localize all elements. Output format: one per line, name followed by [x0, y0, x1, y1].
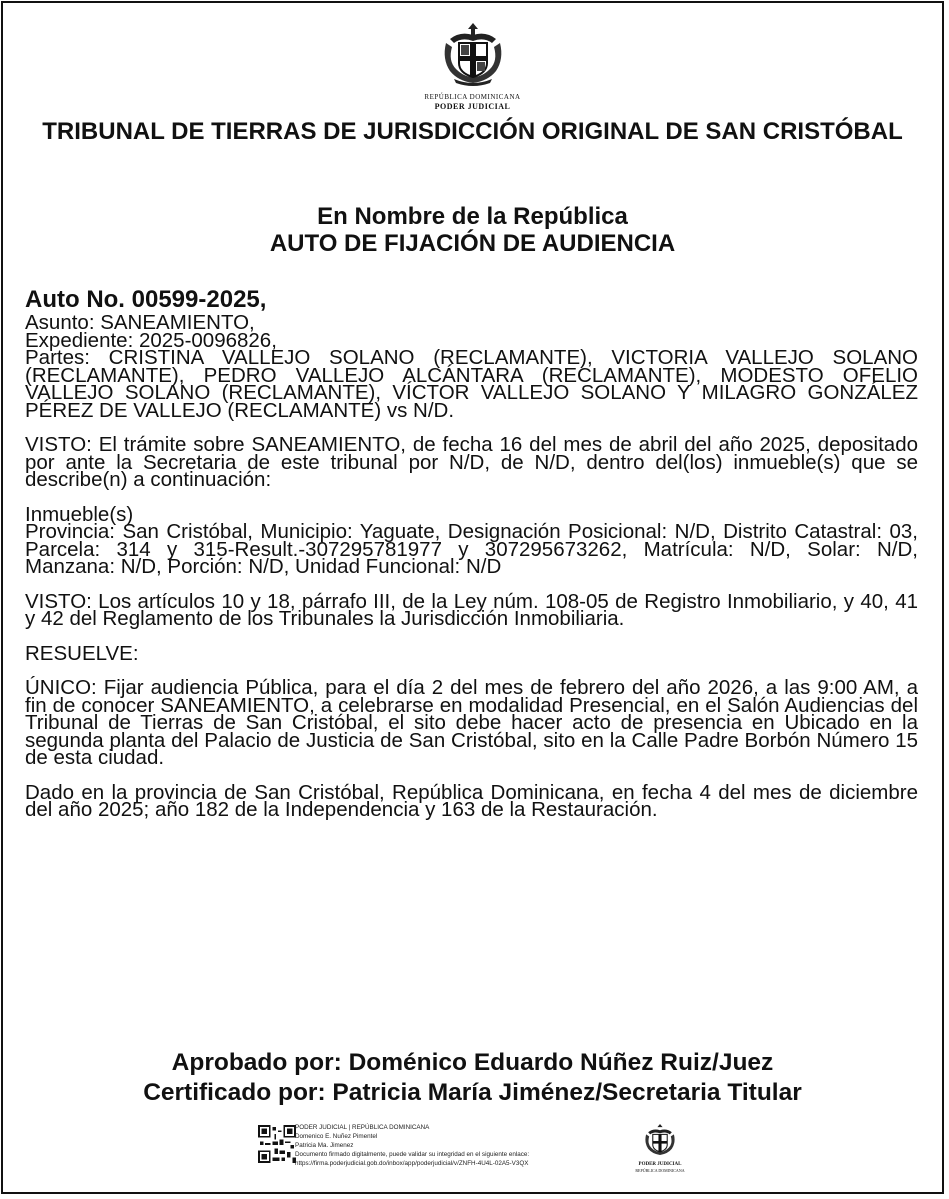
qr-code-icon [258, 1125, 296, 1163]
certificado-por: Certificado por: Patricia María Jiménez/Secretaria Titular [143, 1079, 802, 1106]
digital-signature-footer [258, 1123, 698, 1173]
partes: Partes: CRISTINA VALLEJO SOLANO (RECLAMANTE), VICTORIA VALLEJO SOLANO (RECLAMANTE), PEDRO VALLEJO ALCÁNTARA (RECLAMANTE), MODESTO OFELIO VALLEJO SOLANO (RECLAMANTE), VÍCTOR VALLEJO SOLANO Y MILAGRO GONZÁLEZ PÉREZ DE VALLEJO (RECLAMANTE) vs N/D. [25, 346, 918, 422]
dado-en: Dado en la provincia de San Cristóbal, República Dominicana, en fecha 4 del mes de diciembre del año 2025; año 182 de la Independencia y 163 de la Restauración. [25, 780, 918, 821]
signature-block [23, 1048, 922, 1108]
aprobado-por: Aprobado por: Doménico Eduardo Núñez Ruiz/Juez [171, 1049, 774, 1076]
visto-tramite: VISTO: El trámite sobre SANEAMIENTO, de fecha 16 del mes de abril del año 2025, depositado por ante la Secretaria de este tribunal por N/D, de N/D, dentro del(los) inmueble(s) que se describe(n) a continuación: [25, 433, 918, 491]
heading-republic: En Nombre de la República [317, 203, 628, 230]
footer-crest-caption-country: REPÚBLICA DOMINICANA [635, 1168, 685, 1173]
unico-resolution: ÚNICO: Fijar audiencia Pública, para el día 2 del mes de febrero del año 2026, a las 9:00 AM, a fin de conocer SANEAMIENTO, a celebrarse en modalidad Presencial, en el Salón Audiencias del Tribunal de Tierras de San Cristóbal, el sito debe hacer acto de presencia en Ubicado en la segunda planta del Palacio de Justicia de San Cristóbal, sito en la Calle Padre Borbón Número 15 de esta ciudad. [25, 676, 918, 769]
inmueble-block [25, 502, 918, 578]
footer-validation-link[interactable]: https://firma.poderjudicial.gob.do/inbox/app/poderjudicial/v/ZNFH-4U4L-02A5-V3QX [295, 1160, 529, 1167]
footer-validation-note: Documento firmado digitalmente, puede validar su integridad en el siguiente enlace: [295, 1151, 530, 1158]
header-crest [3, 21, 942, 111]
coat-of-arms-icon [440, 21, 506, 87]
asunto: Asunto: SANEAMIENTO, [25, 311, 255, 334]
footer-institution: PODER JUDICIAL | REPÚBLICA DOMINICANA [295, 1124, 430, 1131]
crest-caption-institution: PODER JUDICIAL [434, 102, 511, 111]
visto-articulos: VISTO: Los artículos 10 y 18, párrafo III, de la Ley núm. 108-05 de Registro Inmobiliario, y 40, 41 y 42 del Reglamento de los Tribunales la Jurisdicción Inmobiliaria. [25, 589, 918, 630]
resuelve-label: RESUELVE: [25, 641, 139, 665]
case-block [25, 286, 918, 422]
digital-signature-text [295, 1123, 615, 1168]
footer-signer-judge: Domenico E. Nuñez Pimentel [295, 1133, 378, 1140]
footer-crest-caption-institution: PODER JUDICIAL [638, 1162, 682, 1167]
document-heading [23, 203, 922, 257]
auto-number: Auto No. 00599-2025, [25, 286, 267, 313]
document-body [25, 286, 918, 836]
court-name: TRIBUNAL DE TIERRAS DE JURISDICCIÓN ORIGINAL DE SAN CRISTÓBAL [42, 118, 903, 145]
crest-caption-country: REPÚBLICA DOMINICANA [424, 93, 521, 101]
footer-crest [630, 1123, 690, 1173]
inmueble-label: Inmueble(s) [25, 502, 134, 526]
heading-auto-title: AUTO DE FIJACIÓN DE AUDIENCIA [269, 230, 676, 257]
expediente: Expediente: 2025-0096826, [25, 328, 277, 352]
coat-of-arms-icon [643, 1123, 677, 1157]
document-page [1, 1, 944, 1194]
inmueble-details: Provincia: San Cristóbal, Municipio: Yaguate, Designación Posicional: N/D, Distrito Catastral: 03, Parcela: 314 y 315-Result.-307295781977 y 307295673262, Matrícula: N/D, Solar: N/D, Manzana: N/D, Porción: N/D, Unidad Funcional: N/D [25, 520, 918, 578]
footer-signer-secretary: Patricia Ma. Jimenez [295, 1142, 354, 1149]
